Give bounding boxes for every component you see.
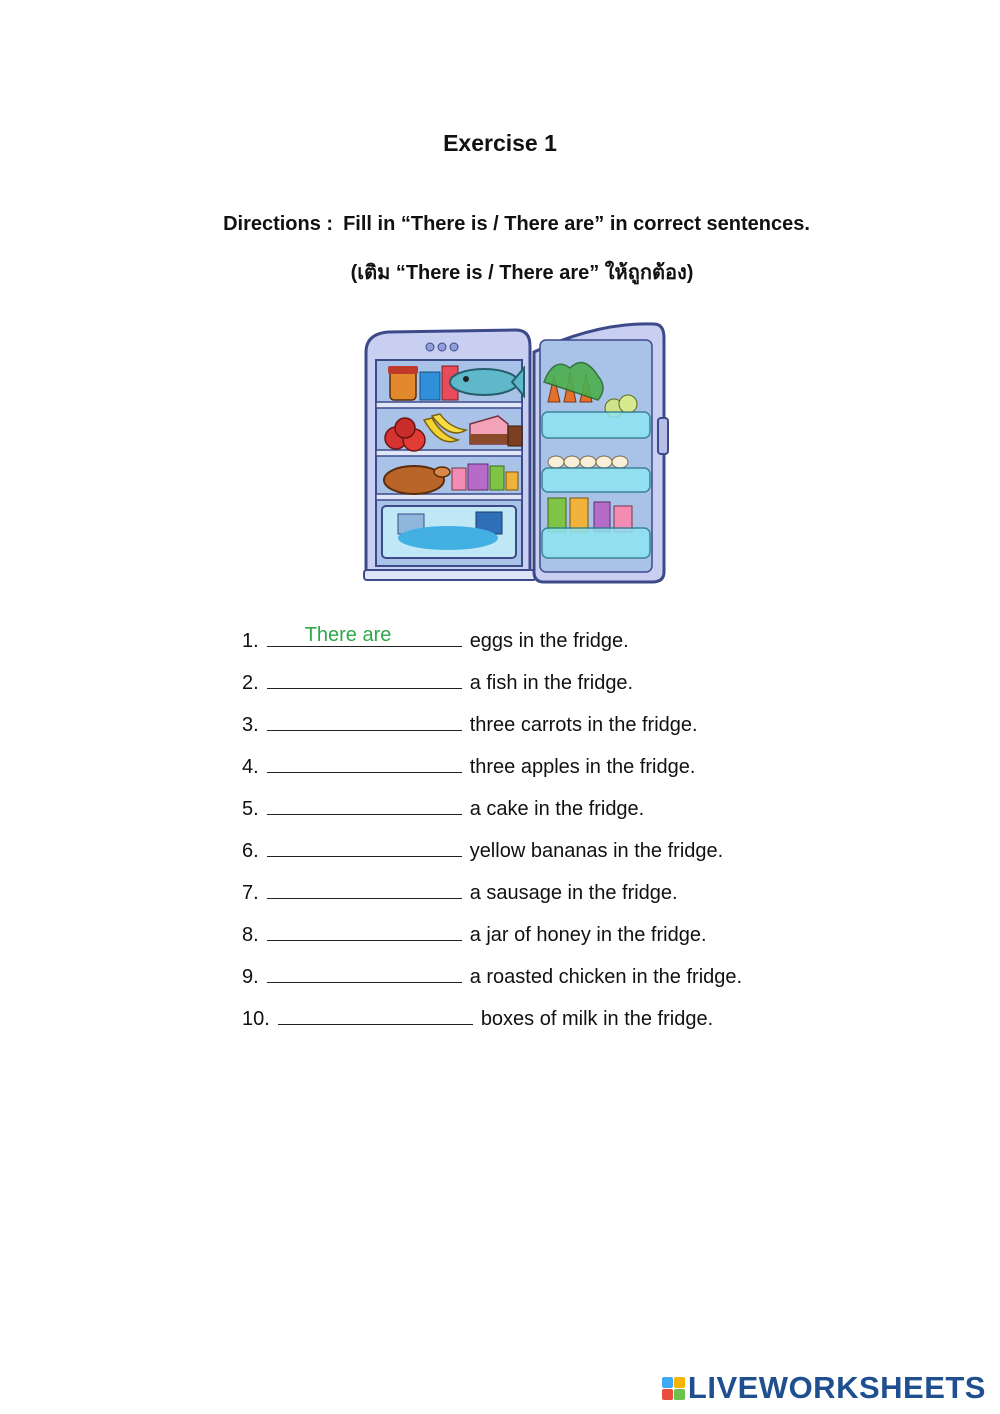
item-number: 1. [242, 630, 259, 652]
logo-square [674, 1389, 685, 1400]
list-item [242, 876, 742, 918]
list-item [242, 1002, 742, 1044]
item-number: 8. [242, 924, 259, 946]
item-number: 3. [242, 714, 259, 736]
item-number: 9. [242, 966, 259, 988]
brand-name: LIVEWORKSHEETS [687, 1370, 986, 1405]
item-sentence: a cake in the fridge. [469, 798, 645, 820]
item-number: 5. [242, 798, 259, 820]
answer-blank[interactable] [267, 708, 462, 731]
answer-blank[interactable] [278, 1002, 473, 1025]
answer-blank[interactable] [267, 876, 462, 899]
item-sentence: a sausage in the fridge. [469, 882, 678, 904]
liveworksheets-brand[interactable] [662, 1370, 986, 1406]
list-item [242, 960, 742, 1002]
logo-square [662, 1377, 673, 1388]
answer-blank[interactable] [267, 918, 462, 941]
answer-blank[interactable] [267, 834, 462, 857]
list-item [242, 708, 742, 750]
list-item [242, 792, 742, 834]
list-item [242, 918, 742, 960]
item-sentence: a roasted chicken in the fridge. [469, 966, 743, 988]
item-sentence: a jar of honey in the fridge. [469, 924, 707, 946]
thai-directions: (เติม “There is / There are” ให้ถูกต้อง) [350, 262, 694, 284]
answer-blank[interactable] [267, 792, 462, 815]
directions-text: Fill in “There is / There are” in correct sentences. [343, 213, 810, 235]
item-sentence: boxes of milk in the fridge. [480, 1008, 714, 1030]
liveworksheets-logo-icon [662, 1377, 685, 1400]
item-number: 2. [242, 672, 259, 694]
list-item [242, 624, 742, 666]
logo-square [662, 1389, 673, 1400]
directions-label: Directions : [223, 213, 334, 235]
item-sentence: three apples in the fridge. [469, 756, 696, 778]
item-number: 7. [242, 882, 259, 904]
item-sentence: eggs in the fridge. [469, 630, 629, 652]
item-number: 4. [242, 756, 259, 778]
answer-blank[interactable] [267, 750, 462, 773]
fridge-illustration [358, 316, 672, 592]
directions [0, 213, 1000, 236]
item-sentence: a fish in the fridge. [469, 672, 634, 694]
answer-blank[interactable] [267, 666, 462, 689]
item-sentence: three carrots in the fridge. [469, 714, 698, 736]
item-number: 10. [242, 1008, 270, 1030]
exercise-list [242, 624, 742, 1044]
item-sentence: yellow bananas in the fridge. [469, 840, 724, 862]
list-item [242, 834, 742, 876]
answer-text: There are [304, 624, 392, 646]
list-item [242, 666, 742, 708]
answer-blank[interactable] [267, 624, 462, 647]
item-number: 6. [242, 840, 259, 862]
logo-square [674, 1377, 685, 1388]
list-item [242, 750, 742, 792]
answer-blank[interactable] [267, 960, 462, 983]
exercise-title: Exercise 1 [443, 130, 557, 156]
